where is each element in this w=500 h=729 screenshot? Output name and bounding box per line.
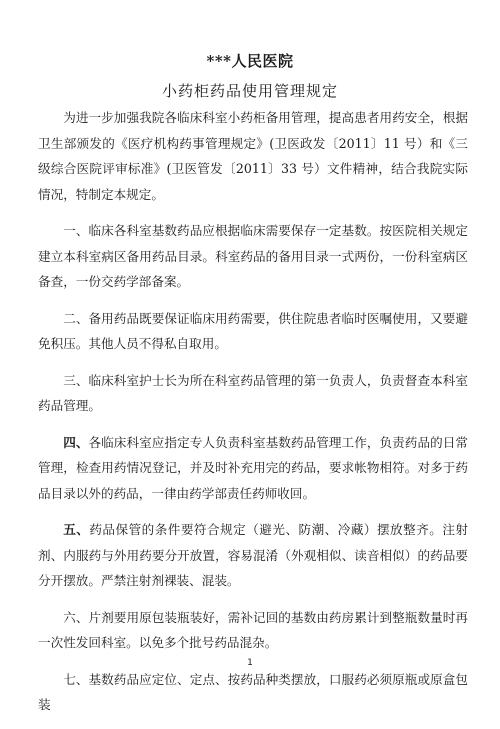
paragraph-text: 七、基数药品应定位、定点、按药品种类摆放，口服药必须原瓶或原盒包装 [38, 671, 468, 712]
paragraph-rule-4 [38, 430, 468, 507]
paragraph-rule-3 [38, 368, 468, 419]
paragraph-intro [38, 105, 468, 207]
paragraph-text: 为进一步加强我院各临床科室小药柜备用管理，提高患者用药安全，根据卫生部颁发的《医疗机构药事管理规定》(卫医政发〔2011〕11 号）和《三级综合医院评审标准》(卫医管发〔2011〕33 号）文件精神，结合我院实际情况，特制定本规定。 [38, 110, 468, 202]
paragraph-lead: 五、 [63, 522, 90, 537]
paragraph-rule-1 [38, 218, 468, 295]
paragraph-rule-6 [38, 605, 468, 656]
paragraph-rule-7 [38, 667, 468, 718]
paragraph-text: 各临床科室应指定专人负责科室基数药品管理工作，负责药品的日常管理，检查用药情况登记，并及时补充用完的药品，要求帐物相符。对多于药品目录以外的药品，一律由药学部责任药师收回。 [38, 434, 469, 501]
paragraph-text: 一、临床各科室基数药品应根据临床需要保存一定基数。按医院相关规定建立本科室病区备用药品目录。科室药品的备用目录一式两份，一份科室病区备查，一份交药学部备案。 [38, 223, 468, 289]
paragraph-lead: 四、 [63, 434, 89, 450]
paragraph-rule-2 [38, 306, 468, 357]
paragraph-text: 药品保管的条件要符合规定（避光、防潮、冷藏）摆放整齐。注射剂、内服药与外用药要分开放置，容易混淆（外观相似、读音相似）的药品要分开摆放。严禁注射剂裸装、混装。 [38, 522, 469, 588]
paragraph-text: 三、临床科室护士长为所在科室药品管理的第一负责人，负责督查本科室药品管理。 [38, 372, 468, 413]
document-title: 小药柜药品使用管理规定 [161, 82, 338, 100]
paragraph-text: 六、片剂要用原包装瓶装好，需补记回的基数由药房累计到整瓶数量时再一次性发回科室。以免多个批号药品混杂。 [38, 609, 468, 650]
page-number: 1 [247, 658, 253, 668]
hospital-name: ***人民医院 [206, 52, 294, 70]
paragraph-text: 二、备用药品既要保证临床用药需要，供住院患者临时医嘱使用，又要避免积压。其他人员不得私自取用。 [38, 310, 468, 351]
document-body [38, 105, 468, 729]
paragraph-rule-5 [38, 517, 468, 594]
